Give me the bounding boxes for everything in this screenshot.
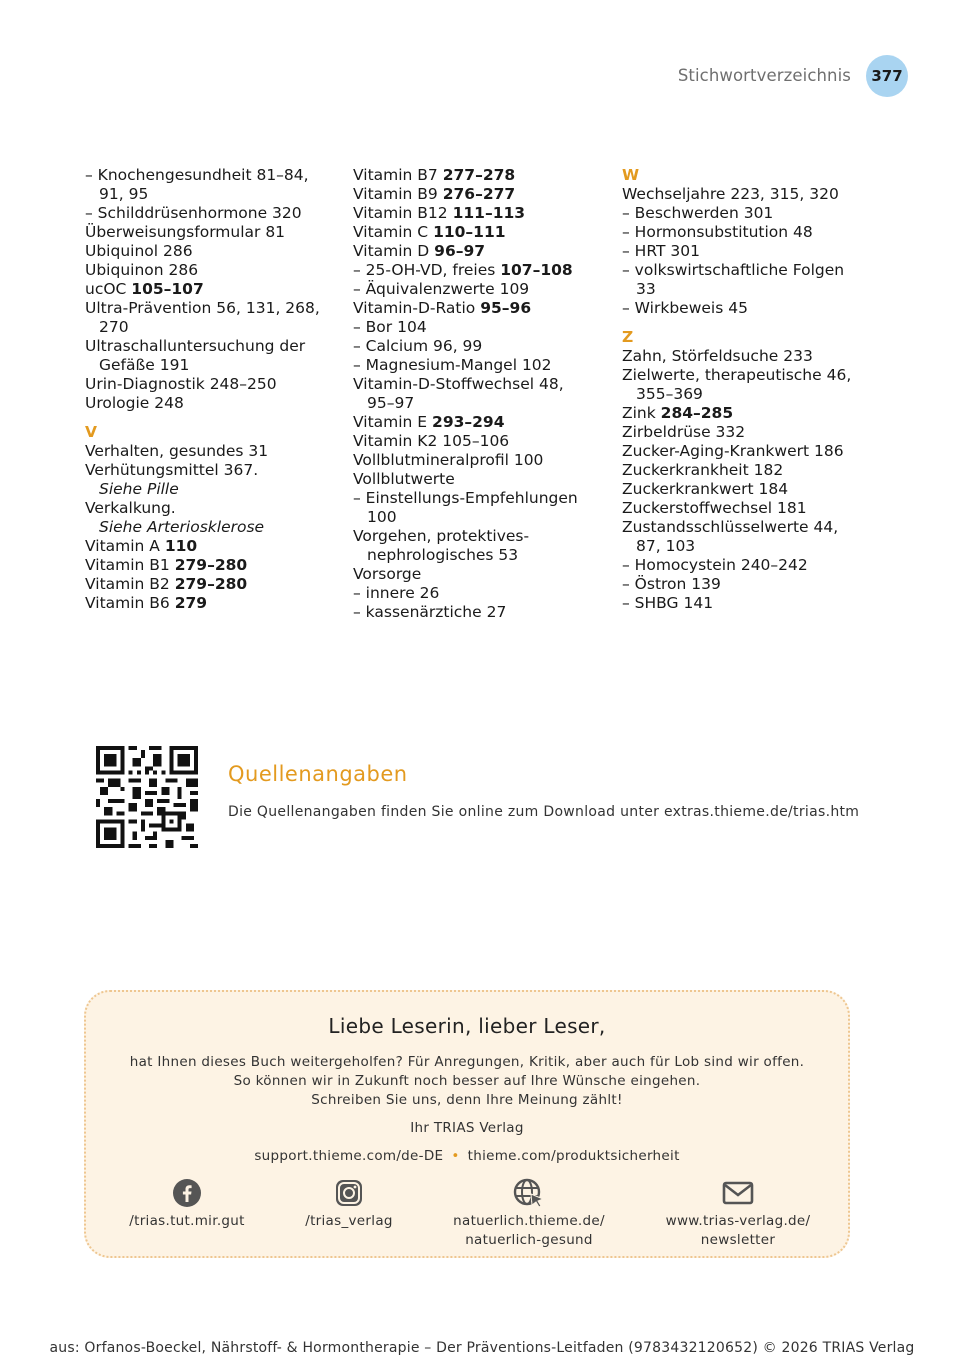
index-entry: Verhalten, gesundes 31 — [85, 442, 269, 460]
index-entry: Zielwerte, therapeutische 46, 355–369 — [622, 366, 852, 403]
index-entry: Vitamin B2 279–280 — [85, 575, 248, 593]
reader-feedback-box — [84, 990, 850, 1258]
support-link[interactable]: support.thieme.com/de-DE — [254, 1148, 444, 1164]
index-entry: – 25-OH-VD, freies 107–108 — [353, 261, 573, 279]
index-entry: – SHBG 141 — [622, 594, 714, 612]
index-entry: Vollblutwerte — [353, 470, 455, 488]
sources-text: Die Quellenangaben finden Sie online zum Download unter extras.thieme.de/trias.htm — [228, 804, 860, 820]
sources-title: Quellenangaben — [228, 762, 408, 786]
index-entry: Überweisungsformular 81 — [85, 223, 286, 241]
reader-box-line: hat Ihnen dieses Buch weitergeholfen? Für Anregungen, Kritik, aber auch für Lob sind wir offen. — [129, 1054, 805, 1070]
index-entry: Verkalkung. Siehe Arteriosklerose — [85, 499, 265, 536]
index-entry: – Magnesium-Mangel 102 — [353, 356, 552, 374]
index-entry: Vitamin B7 277–278 — [353, 166, 516, 184]
index-entry: Ubiquinol 286 — [85, 242, 193, 260]
index-column-1 — [85, 166, 340, 613]
index-column-2 — [353, 166, 608, 622]
index-entry: Zuckerkrankwert 184 — [622, 480, 789, 498]
index-entry: Zuckerkrankheit 182 — [622, 461, 784, 479]
index-entry: Vitamin-D-Ratio 95–96 — [353, 299, 532, 317]
website-link[interactable]: natuerlich.thieme.de/ natuerlich-gesund — [446, 1178, 612, 1250]
index-entry: Vitamin B1 279–280 — [85, 556, 248, 574]
index-entry: Zucker-Aging-Krankwert 186 — [622, 442, 844, 460]
index-entry: Ultraschalluntersuchung der Gefäße 191 — [85, 337, 306, 374]
index-entry: Zuckerstoffwechsel 181 — [622, 499, 807, 517]
index-entry: ucOC 105–107 — [85, 280, 204, 298]
index-entry: Urin-Diagnostik 248–250 — [85, 375, 277, 393]
index-entry: – HRT 301 — [622, 242, 700, 260]
index-entry: Vitamin-D-Stoffwechsel 48, 95–97 — [353, 375, 564, 412]
section-letter-z: Z — [622, 328, 634, 346]
header-title: Stichwortverzeichnis — [677, 66, 851, 85]
instagram-link[interactable]: /trias_verlag — [284, 1178, 414, 1231]
link-separator: • — [451, 1148, 460, 1164]
index-entry: Vitamin B9 276–277 — [353, 185, 516, 203]
index-entry: – Schilddrüsenhormone 320 — [85, 204, 302, 222]
globe-cursor-icon — [513, 1178, 545, 1208]
reader-box-line: Schreiben Sie uns, denn Ihre Meinung zählt! — [311, 1092, 623, 1108]
index-entry: Urologie 248 — [85, 394, 184, 412]
index-entry: Zirbeldrüse 332 — [622, 423, 746, 441]
index-entry: Ultra-Prävention 56, 131, 268, 270 — [85, 299, 320, 336]
index-entry: – Östron 139 — [622, 575, 721, 593]
page-footer: aus: Orfanos-Boeckel, Nährstoff- & Hormontherapie – Der Präventions-Leitfaden (9783432120652) © 2026 TRIAS Verlag — [49, 1340, 915, 1356]
index-entry: – Calcium 96, 99 — [353, 337, 483, 355]
index-entry: Wechseljahre 223, 315, 320 — [622, 185, 839, 203]
index-column-3 — [622, 166, 877, 613]
facebook-link[interactable]: /trias.tut.mir.gut — [122, 1178, 252, 1231]
reader-box-signature: Ihr TRIAS Verlag — [410, 1120, 524, 1136]
index-entry: – Äquivalenzwerte 109 — [353, 280, 530, 298]
index-entry: Vollblutmineralprofil 100 — [353, 451, 544, 469]
index-entry: Verhütungsmittel 367. Siehe Pille — [85, 461, 259, 498]
index-entry: Zahn, Störfeldsuche 233 — [622, 347, 813, 365]
facebook-icon — [172, 1178, 202, 1208]
reader-box-title: Liebe Leserin, lieber Leser, — [328, 1014, 606, 1038]
support-links — [86, 1148, 848, 1164]
index-entry: Vitamin C 110–111 — [353, 223, 506, 241]
index-entry: – Knochengesundheit 81–84, 91, 95 — [85, 166, 309, 203]
qr-code[interactable] — [96, 746, 198, 848]
newsletter-link[interactable]: www.trias-verlag.de/ newsletter — [656, 1178, 820, 1250]
section-letter-v: V — [85, 423, 97, 441]
page-number-badge: 377 — [866, 55, 908, 97]
index-entry: Zustandsschlüsselwerte 44, 87, 103 — [622, 518, 839, 555]
index-entry: – Wirkbeweis 45 — [622, 299, 748, 317]
index-entry: – Hormonsubstitution 48 — [622, 223, 813, 241]
index-entry: Vitamin B12 111–113 — [353, 204, 526, 222]
index-entry: – volkswirtschaftliche Folgen 33 — [622, 261, 845, 298]
index-entry: – Beschwerden 301 — [622, 204, 774, 222]
index-entry: – Homocystein 240–242 — [622, 556, 808, 574]
instagram-icon — [334, 1178, 364, 1208]
index-entry: – Einstellungs-Empfehlungen 100 — [353, 489, 578, 526]
index-entry: Vitamin K2 105–106 — [353, 432, 510, 450]
index-entry: Vitamin E 293–294 — [353, 413, 505, 431]
index-entry: – Bor 104 — [353, 318, 427, 336]
index-entry: Vorsorge — [353, 565, 422, 583]
index-entry: Zink 284–285 — [622, 404, 734, 422]
index-entry: Vitamin B6 279 — [85, 594, 208, 612]
reader-box-line: So können wir in Zukunft noch besser auf Ihre Wünsche eingehen. — [233, 1073, 701, 1089]
product-safety-link[interactable]: thieme.com/produktsicherheit — [467, 1148, 680, 1164]
section-letter-w: W — [622, 166, 640, 184]
index-entry: Ubiquinon 286 — [85, 261, 199, 279]
index-entry: Vitamin A 110 — [85, 537, 198, 555]
index-entry: – kassenärztiche 27 — [353, 603, 507, 621]
index-entry: Vorgehen, protektives- nephrologisches 53 — [353, 527, 530, 564]
index-entry: – innere 26 — [353, 584, 440, 602]
index-entry: Vitamin D 96–97 — [353, 242, 486, 260]
mail-icon — [722, 1178, 754, 1208]
